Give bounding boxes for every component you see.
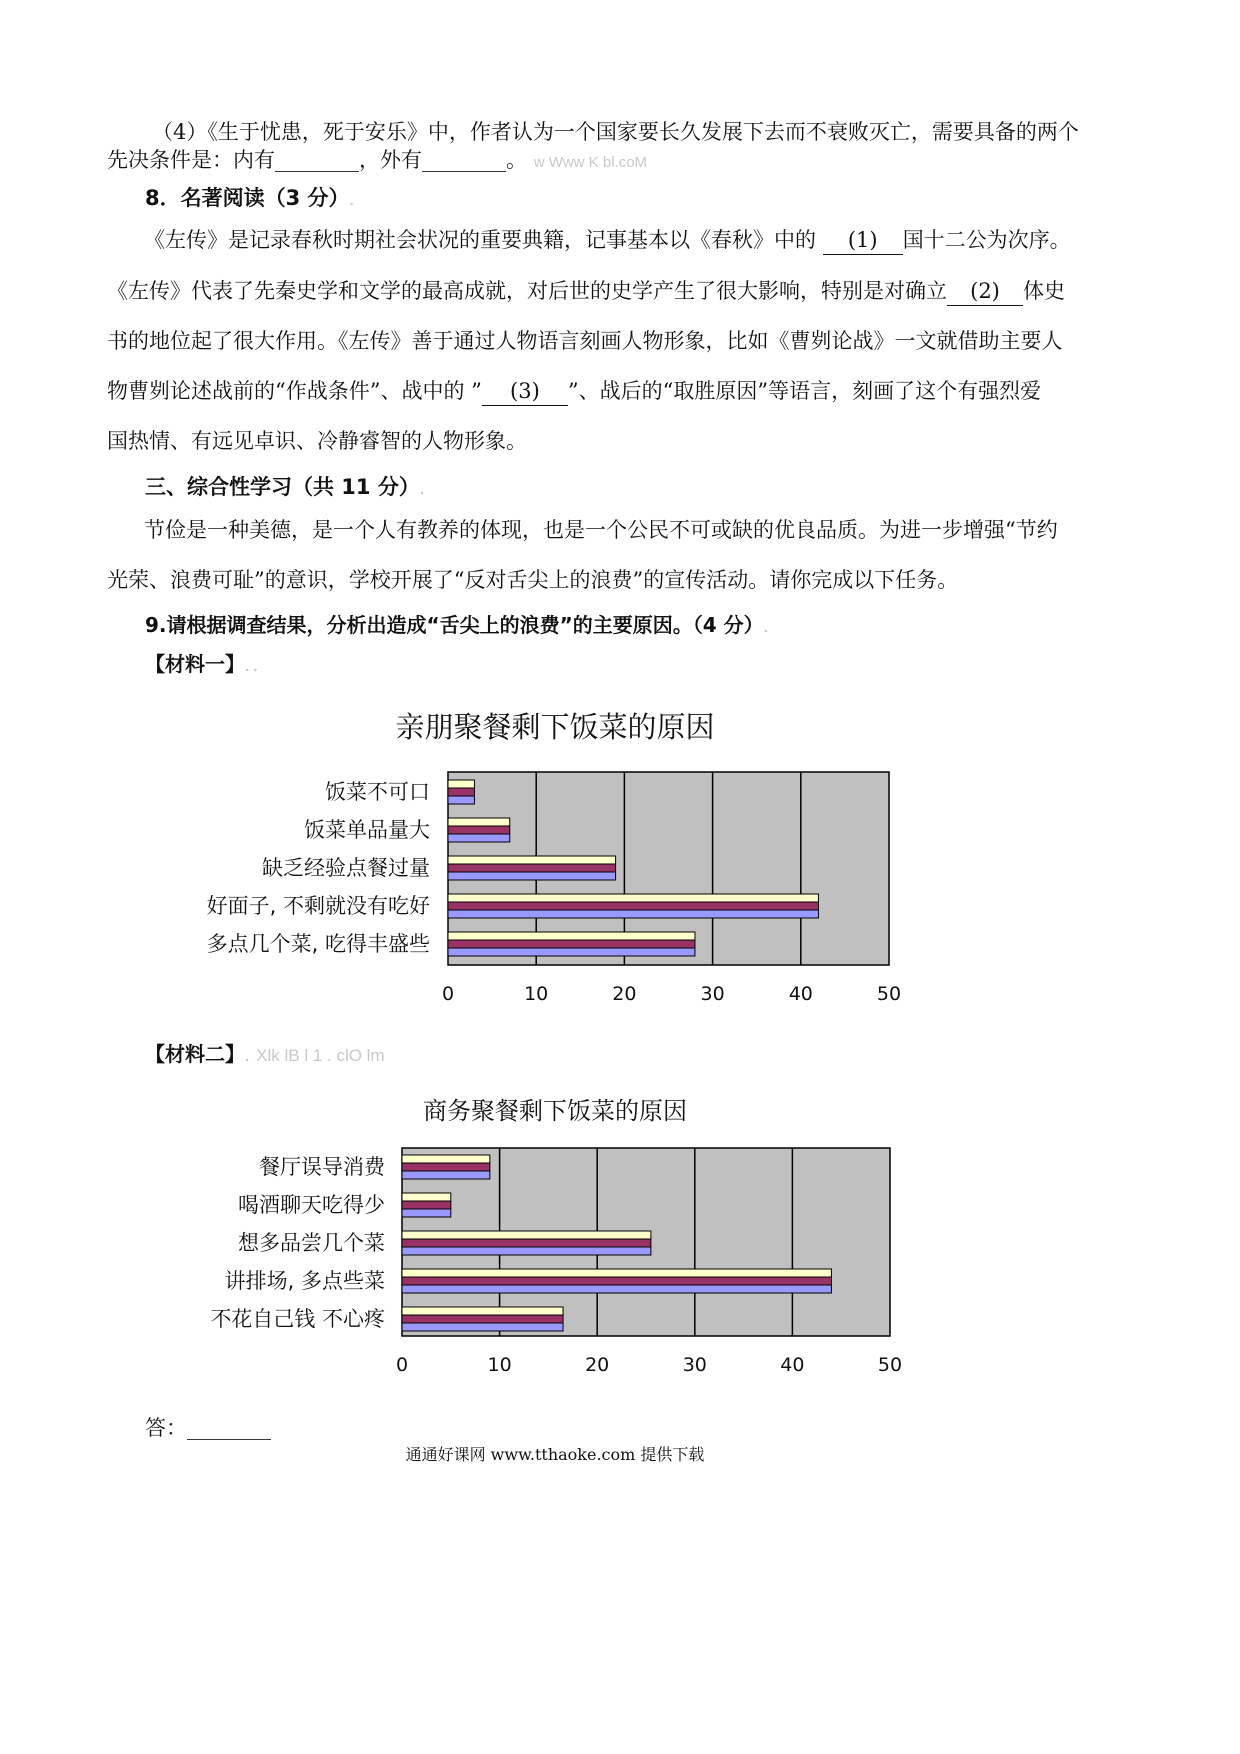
x-tick-label: 50 xyxy=(876,983,902,1005)
bar xyxy=(448,932,695,940)
bar xyxy=(448,796,474,804)
bar xyxy=(448,788,474,796)
bar xyxy=(402,1315,563,1323)
category-label: 饭菜单品量大 xyxy=(304,818,430,842)
category-label: 想多品尝几个菜 xyxy=(238,1231,385,1255)
bar xyxy=(402,1155,490,1163)
q8-p1a: 《左传》是记录春秋时期社会状况的重要典籍，记事基本以《春秋》中的 xyxy=(144,228,816,252)
q4-mid: ，外有 xyxy=(359,148,422,172)
q8-p3: 书的地位起了很大作用。《左传》善于通过人物语言刻画人物形象，比如《曹刿论战》一文就借助主要人 xyxy=(107,329,1063,353)
answer-blank[interactable]: ________ xyxy=(187,1416,271,1440)
section3-heading-dot: . xyxy=(419,481,425,498)
q8-p1b: 国十二公为次序。 xyxy=(902,228,1071,252)
x-tick-label: 0 xyxy=(395,1354,409,1376)
q9-heading-dot: . xyxy=(763,619,768,636)
q8-blank-1[interactable]: (1) xyxy=(823,226,903,255)
category-label: 缺乏经验点餐过量 xyxy=(262,856,430,880)
category-label: 喝酒聊天吃得少 xyxy=(238,1193,385,1217)
category-label: 不花自己钱 不心疼 xyxy=(210,1307,385,1331)
q4-line1-text: （4）《生于忧患，死于安乐》中，作者认为一个国家要长久发展下去而不衰败灭亡，需要具备的两个 xyxy=(152,120,1079,144)
x-tick-label: 30 xyxy=(700,983,725,1005)
q8-blank-2[interactable]: (2) xyxy=(947,277,1023,306)
category-label: 餐厅误导消费 xyxy=(259,1155,385,1179)
bar xyxy=(402,1231,651,1239)
x-tick-label: 0 xyxy=(441,983,455,1005)
x-tick-label: 40 xyxy=(788,983,813,1005)
category-label: 饭菜不可口 xyxy=(325,780,430,804)
bar xyxy=(402,1201,451,1209)
footer-text: 通通好课网 www.tthaoke.com 提供下载 xyxy=(405,1445,705,1464)
material2-label xyxy=(145,1040,385,1071)
footer xyxy=(0,1442,1110,1465)
bar xyxy=(402,1285,831,1293)
bar xyxy=(402,1307,563,1315)
section3-p1: 节俭是一种美德，是一个人有教养的体现，也是一个公民不可或缺的优良品质。为进一步增强“节约 xyxy=(144,518,1058,542)
section3-heading-text: 三、综合性学习（共 11 分） xyxy=(145,475,420,499)
category-label: 好面子, 不剩就没有吃好 xyxy=(206,894,430,918)
q8-p2a: 《左传》代表了先秦史学和文学的最高成就，对后世的史学产生了很大影响，特别是对确立 xyxy=(107,279,947,303)
bar xyxy=(402,1269,831,1277)
q4-watermark: w Www K bl.coM xyxy=(533,154,648,171)
material2-text: 【材料二】 xyxy=(145,1042,245,1066)
section3-p2: 光荣、浪费可耻”的意识，学校开展了“反对舌尖上的浪费”的宣传活动。请你完成以下任务。 xyxy=(107,568,959,592)
bar xyxy=(448,894,818,902)
material1-text: 【材料一】 xyxy=(145,652,245,676)
answer-row xyxy=(145,1414,271,1442)
q8-p4a: 物曹刿论述战前的“作战条件”、战中的 ” xyxy=(107,379,482,403)
material2-dot: . xyxy=(245,1048,250,1065)
bar xyxy=(402,1163,490,1171)
q9-heading-text: 9.请根据调查结果，分析出造成“舌尖上的浪费”的主要原因。（4 分） xyxy=(145,613,764,637)
q8-heading-dot: . xyxy=(349,192,354,209)
x-tick-label: 20 xyxy=(612,983,637,1005)
x-tick-label: 40 xyxy=(780,1354,805,1376)
x-tick-label: 30 xyxy=(682,1354,707,1376)
bar xyxy=(402,1277,831,1285)
q8-p5: 国热情、有远见卓识、冷静睿智的人物形象。 xyxy=(107,429,527,453)
x-tick-label: 20 xyxy=(585,1354,610,1376)
q4-blank-outer[interactable]: ________ xyxy=(422,148,506,172)
category-label: 讲排场, 多点些菜 xyxy=(224,1269,385,1293)
bar xyxy=(448,902,818,910)
bar xyxy=(448,948,695,956)
bar xyxy=(402,1247,651,1255)
chart2-title: 商务聚餐剩下饭菜的原因 xyxy=(423,1097,687,1125)
bar xyxy=(448,818,510,826)
material2-watermark: Xlk lB l 1 . clO lm xyxy=(256,1046,385,1065)
x-tick-label: 10 xyxy=(487,1354,512,1376)
bar xyxy=(402,1209,451,1217)
q8-heading-text: 8．名著阅读（3 分） xyxy=(145,186,350,210)
chart1-title: 亲朋聚餐剩下饭菜的原因 xyxy=(395,710,715,744)
bar xyxy=(448,872,616,880)
x-tick-label: 10 xyxy=(524,983,549,1005)
material1-dots: . . xyxy=(245,658,258,675)
bar xyxy=(448,864,616,872)
bar xyxy=(448,940,695,948)
bar xyxy=(402,1193,451,1201)
bar xyxy=(402,1239,651,1247)
q4-blank-inner[interactable]: ________ xyxy=(275,148,359,172)
bar xyxy=(448,856,616,864)
bar xyxy=(448,780,474,788)
q8-blank-3[interactable]: (3) xyxy=(482,377,568,406)
category-label: 多点几个菜, 吃得丰盛些 xyxy=(206,932,430,956)
answer-label: 答： xyxy=(145,1416,187,1440)
bar xyxy=(448,834,510,842)
bar xyxy=(448,910,818,918)
q4-prefix: 先决条件是：内有 xyxy=(107,148,275,172)
q8-p2b: 体史 xyxy=(1023,279,1065,303)
x-tick-label: 50 xyxy=(877,1354,903,1376)
q4-end: 。 xyxy=(506,148,527,172)
q8-p4b: ”、战后的“取胜原因”等语言，刻画了这个有强烈爱 xyxy=(567,379,1042,403)
bar xyxy=(402,1171,490,1179)
bar xyxy=(448,826,510,834)
bar xyxy=(402,1323,563,1331)
